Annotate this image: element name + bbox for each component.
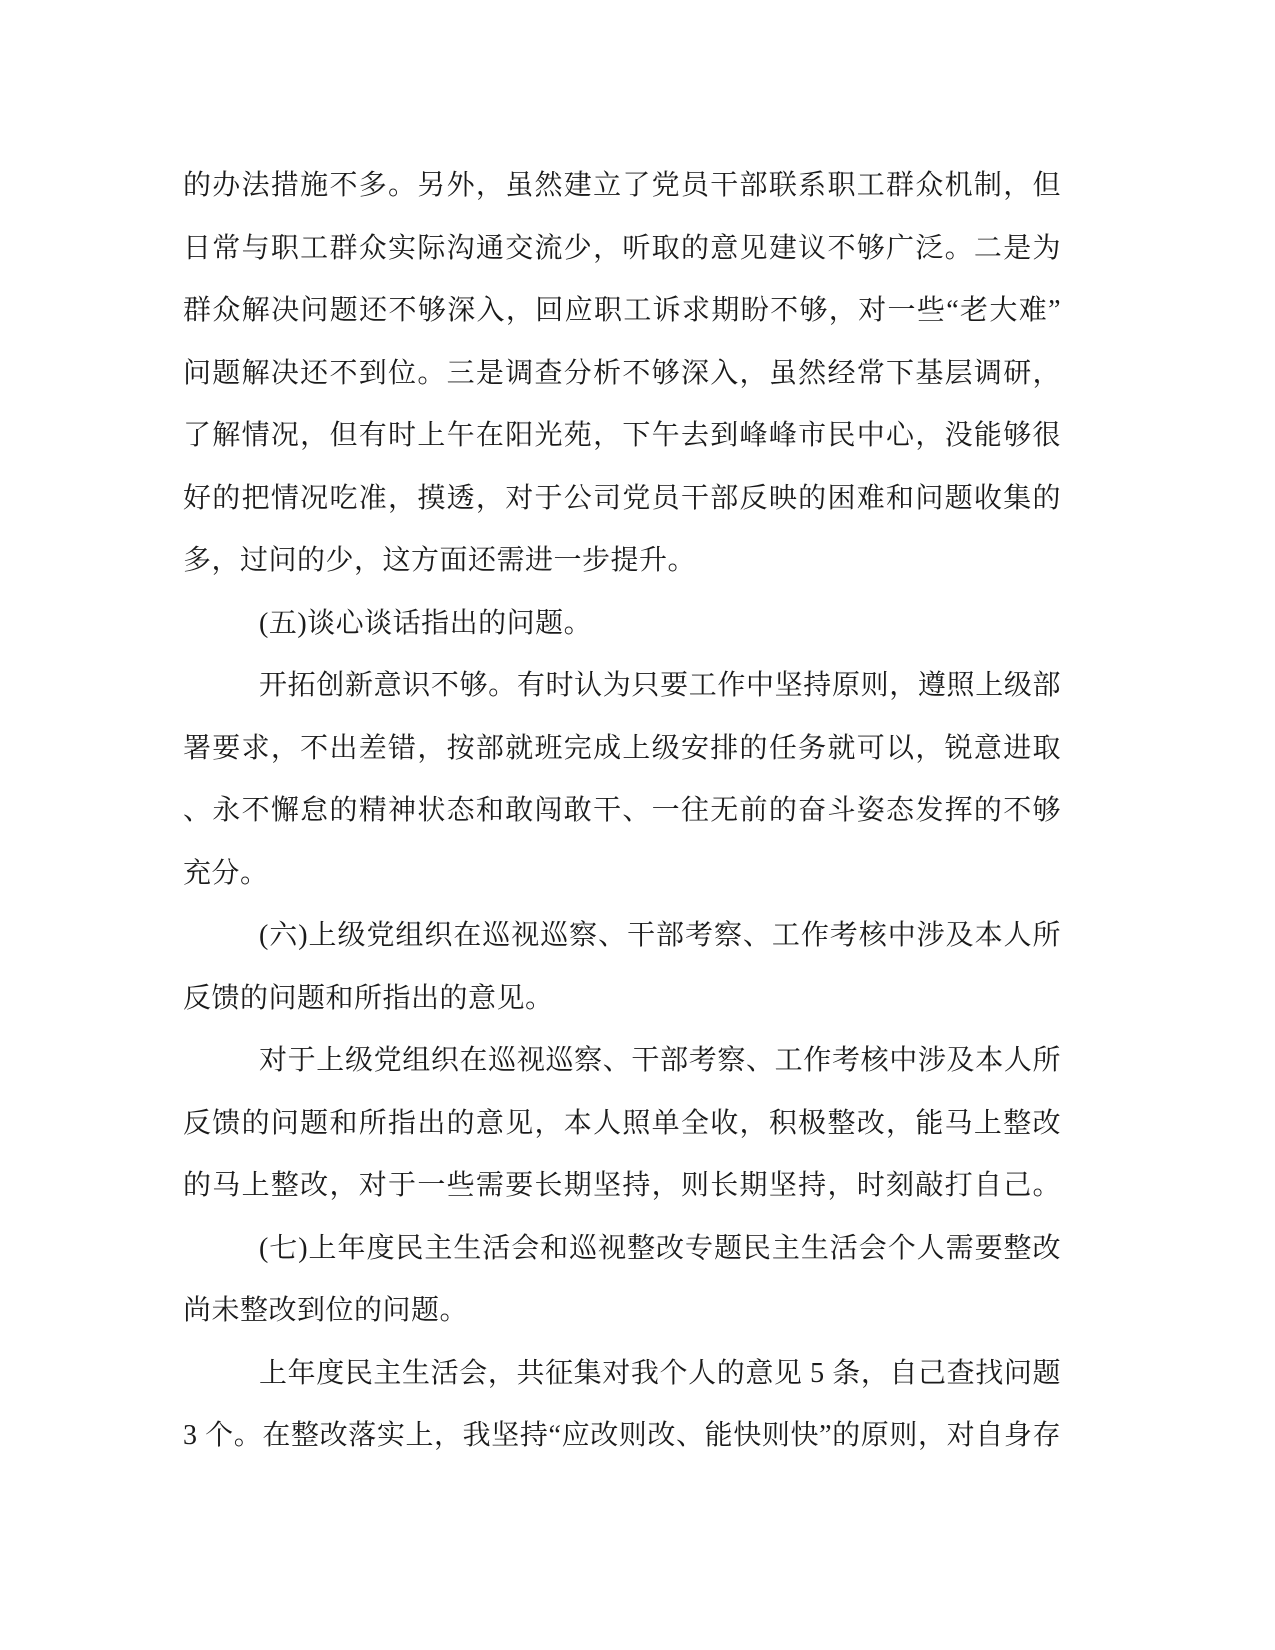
section-heading-line: 尚未整改到位的问题。 bbox=[183, 1295, 469, 1326]
text-line: 的办法措施不多。另外，虽然建立了党员干部联系职工群众机制，但 bbox=[183, 170, 1061, 201]
text-line: 上年度民主生活会，共征集对我个人的意见 5 条，自己查找问题 bbox=[259, 1357, 1061, 1389]
text-line: 充分。 bbox=[183, 857, 269, 889]
section-heading-line: (六)上级党组织在巡视巡察、干部考察、工作考核中涉及本人所 bbox=[259, 920, 1061, 951]
text-line: 反馈的问题和所指出的意见，本人照单全收，积极整改，能马上整改 bbox=[183, 1107, 1061, 1139]
text-line: 署要求，不出差错，按部就班完成上级安排的任务就可以，锐意进取 bbox=[183, 732, 1061, 764]
text-line: 群众解决问题还不够深入，回应职工诉求期盼不够，对一些“老大难” bbox=[183, 295, 1061, 326]
text-line: 对于上级党组织在巡视巡察、干部考察、工作考核中涉及本人所 bbox=[259, 1045, 1061, 1076]
text-line: 好的把情况吃准，摸透，对于公司党员干部反映的困难和问题收集的 bbox=[183, 482, 1061, 514]
text-line: 的马上整改，对于一些需要长期坚持，则长期坚持，时刻敲打自己。 bbox=[183, 1170, 1061, 1201]
text-line: 多，过问的少，这方面还需进一步提升。 bbox=[183, 545, 697, 576]
section-heading-line: 反馈的问题和所指出的意见。 bbox=[183, 982, 554, 1014]
document-text-block bbox=[183, 155, 1061, 1468]
text-line: 问题解决还不到位。三是调查分析不够深入，虽然经常下基层调研， bbox=[183, 357, 1061, 389]
text-line: 开拓创新意识不够。有时认为只要工作中坚持原则，遵照上级部 bbox=[259, 670, 1061, 701]
section-heading-line: (五)谈心谈话指出的问题。 bbox=[259, 607, 593, 639]
section-heading-line: (七)上年度民主生活会和巡视整改专题民主生活会个人需要整改 bbox=[259, 1232, 1061, 1264]
text-line: 3 个。在整改落实上，我坚持“应改则改、能快则快”的原则，对自身存 bbox=[183, 1420, 1061, 1451]
text-line: 日常与职工群众实际沟通交流少，听取的意见建议不够广泛。二是为 bbox=[183, 232, 1061, 264]
text-line: 、永不懈怠的精神状态和敢闯敢干、一往无前的奋斗姿态发挥的不够 bbox=[183, 795, 1061, 826]
text-line: 了解情况，但有时上午在阳光苑，下午去到峰峰市民中心，没能够很 bbox=[183, 420, 1061, 451]
